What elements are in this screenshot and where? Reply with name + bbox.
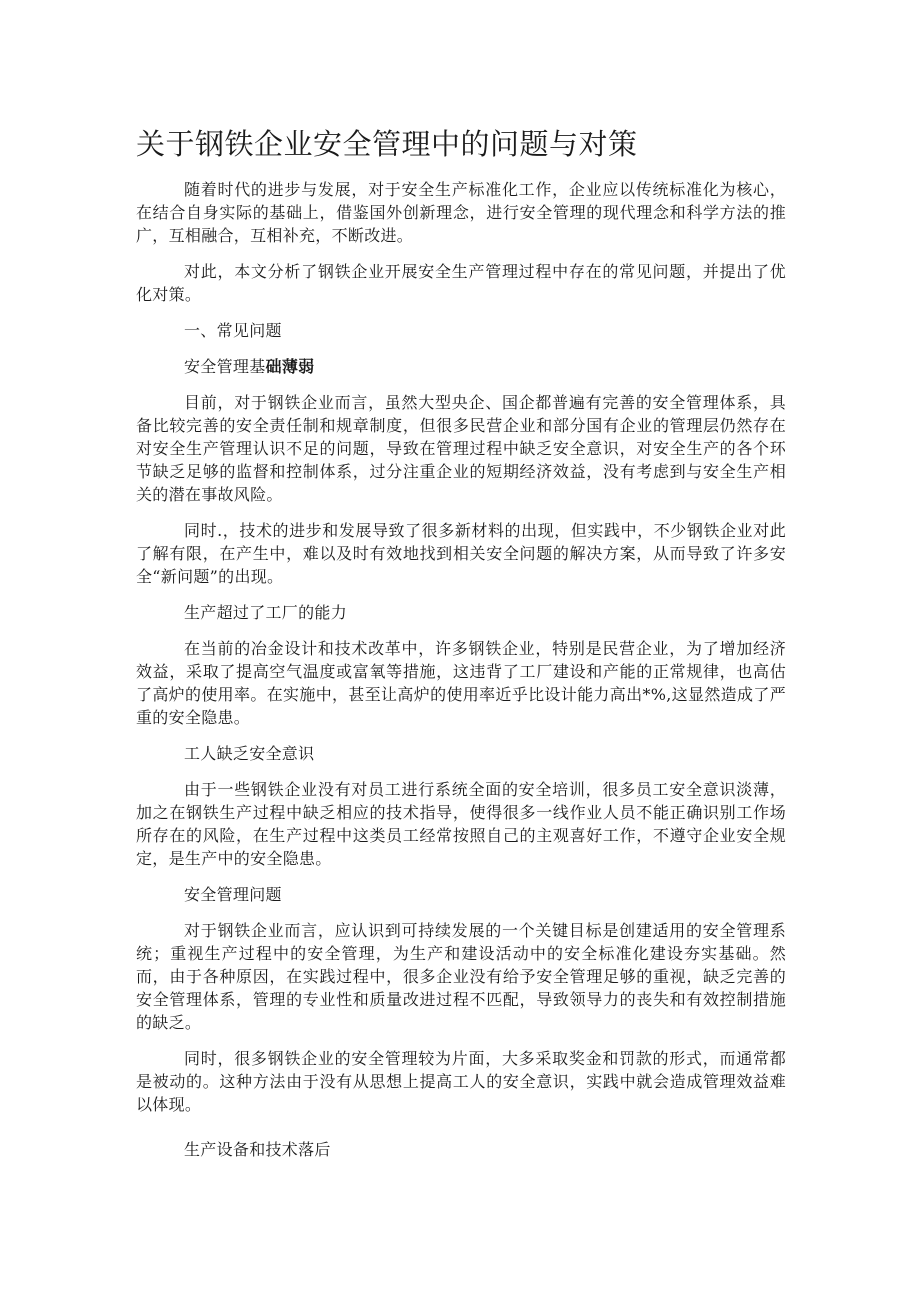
document-page xyxy=(136,122,786,1174)
paragraph-passive-management: 同时，很多钢铁企业的安全管理较为片面，大多采取奖金和罚款的形式，而通常都是被动的。这种方法由于没有从思想上提高工人的安全意识，实践中就会造成管理效益难以体现。 xyxy=(136,1049,786,1114)
paragraph-weak-foundation: 目前，对于钢铁企业而言，虽然大型央企、国企都普遍有完善的安全管理体系，具备比较完善的安全责任制和规章制度，但很多民营企业和部分国有企业的管理层仍然存在对安全生产管理认识不足的问题，导致在管理过程中缺乏安全意识，对安全生产的各个环节缺乏足够的监督和控制体系，过分注重企业的短期经济效益，没有考虑到与安全生产相关的潜在事故风险。 xyxy=(136,393,786,504)
subheading-weak-foundation-bold: 础薄弱 xyxy=(265,357,315,376)
paragraph-over-capacity: 在当前的冶金设计和技术改革中，许多钢铁企业，特别是民营企业，为了增加经济效益，采取了提高空气温度或富氧等措施，这违背了工厂建设和产能的正常规律，也高估了高炉的使用率。在实施中，甚至让高炉的使用率近乎比设计能力高出*%,这显然造成了严重的安全隐患。 xyxy=(136,639,786,727)
section-heading-common-problems: 一、常见问题 xyxy=(184,321,282,340)
subheading-management-issues: 安全管理问题 xyxy=(184,885,282,904)
subheading-over-capacity: 生产超过了工厂的能力 xyxy=(184,603,348,622)
subheading-outdated-equipment: 生产设备和技术落后 xyxy=(184,1140,331,1159)
subheading-weak-foundation xyxy=(136,355,786,378)
subheading-weak-foundation-regular: 安全管理基 xyxy=(184,357,266,376)
paragraph-worker-awareness: 由于一些钢铁企业没有对员工进行系统全面的安全培训，很多员工安全意识淡薄，加之在钢铁生产过程中缺乏相应的技术指导，使得很多一线作业人员不能正确识别工作场所存在的风险，在生产过程中这类员工经常按照自己的主观喜好工作，不遵守企业安全规定，是生产中的安全隐患。 xyxy=(136,780,786,868)
paragraph-purpose: 对此，本文分析了钢铁企业开展安全生产管理过程中存在的常见问题，并提出了优化对策。 xyxy=(136,262,786,304)
subheading-worker-awareness: 工人缺乏安全意识 xyxy=(184,744,315,763)
paragraph-intro: 随着时代的进步与发展，对于安全生产标准化工作，企业应以传统标准化为核心，在结合自身实际的基础上，借鉴国外创新理念，进行安全管理的现代理念和科学方法的推广，互相融合，互相补充，不断改进。 xyxy=(136,180,786,245)
paragraph-new-materials: 同时.，技术的进步和发展导致了很多新材料的出现，但实践中，不少钢铁企业对此了解有限，在产生中，难以及时有效地找到相关安全问题的解决方案，从而导致了许多安全“新问题”的出现。 xyxy=(136,521,786,586)
page-title: 关于钢铁企业安全管理中的问题与对策 xyxy=(136,127,638,161)
paragraph-management-issues: 对于钢铁企业而言，应认识到可持续发展的一个关键目标是创建适用的安全管理系统；重视生产过程中的安全管理，为生产和建设活动中的安全标准化建设夯实基础。然而，由于各种原因，在实践过程中，很多企业没有给予安全管理足够的重视，缺乏完善的安全管理体系，管理的专业性和质量改进过程不匹配，导致领导力的丧失和有效控制措施的缺乏。 xyxy=(136,921,786,1032)
